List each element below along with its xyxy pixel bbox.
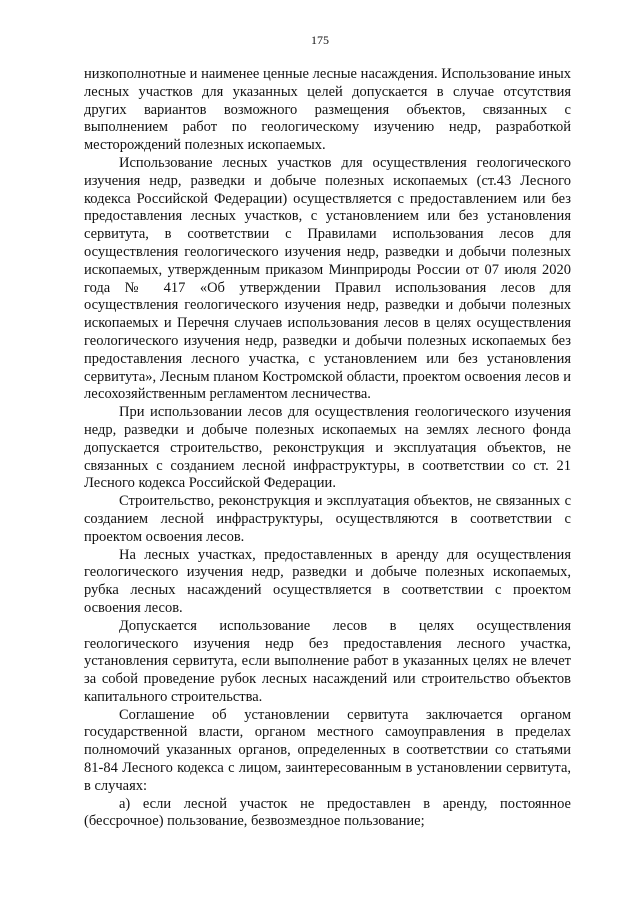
paragraph-continuation: низкополнотные и наименее ценные лесные насаждения. Использование иных лесных участков для указанных целей допускается в случае отсутствия других вариантов возможного размещения объектов, связанных с выполнением работ по геологическому изучению недр, разработкой месторождений полезных ископаемых. [84, 66, 571, 154]
paragraph: При использовании лесов для осуществления геологического изучения недр, разведки и добыче полезных ископаемых на землях лесного фонда допускается строительство, реконструкция и эксплуатация объектов, не связанных с созданием лесной инфраструктуры, в соответствии со ст. 21 Лесного кодекса Российской Федерации. [84, 404, 571, 492]
paragraph: На лесных участках, предоставленных в аренду для осуществления геологического изучения недр, разведки и добыче полезных ископаемых, рубка лесных насаждений осуществляется в соответствии с проектом освоения лесов. [84, 546, 571, 616]
paragraph: Соглашение об установлении сервитута заключается органом государственной власти, органом местного самоуправления в пределах полномочий указанных органов, определенных в соответствии со статьями 81-84 Лесного кодекса с лицом, заинтересованным в установлении сервитута, в случаях: [84, 706, 571, 794]
paragraph: Использование лесных участков для осуществления геологического изучения недр, разведки и добыче полезных ископаемых (ст.43 Лесного кодекса Российской Федерации) осуществляется с предоставлением или без предоставления лесных участков, с установлением или без установления сервитута, в соответствии с Правилами использования лесов для осуществления геологического изучения недр, разведки и добычи полезных ископаемых, утвержденным приказом Минприроды России от 07 июля 2020 года № 417 «Об утверждении Правил использования лесов для осуществления геологического изучения недр, разведки и добычи полезных ископаемых и Перечня случаев использования лесов в целях осуществления геологического изучения недр, разведки и добычи полезных ископаемых без предоставления лесного участка, с установлением или без установления сервитута», Лесным планом Костромской области, проектом освоения лесов и лесохозяйственным регламентом лесничества. [84, 154, 571, 403]
document-body [84, 66, 571, 831]
paragraph: Строительство, реконструкция и эксплуатация объектов, не связанных с созданием лесной инфраструктуры, осуществляются в соответствии с проектом освоения лесов. [84, 493, 571, 545]
page-number: 175 [311, 33, 329, 47]
paragraph: Допускается использование лесов в целях осуществления геологического изучения недр без предоставления лесного участка, установления сервитута, если выполнение работ в указанных целях не влечет за собой проведение рубок лесных насаждений или строительство объектов капитального строительства. [84, 617, 571, 705]
list-item-a: а) если лесной участок не предоставлен в аренду, постоянное (бессрочное) пользование, безвозмездное пользование; [84, 795, 571, 830]
